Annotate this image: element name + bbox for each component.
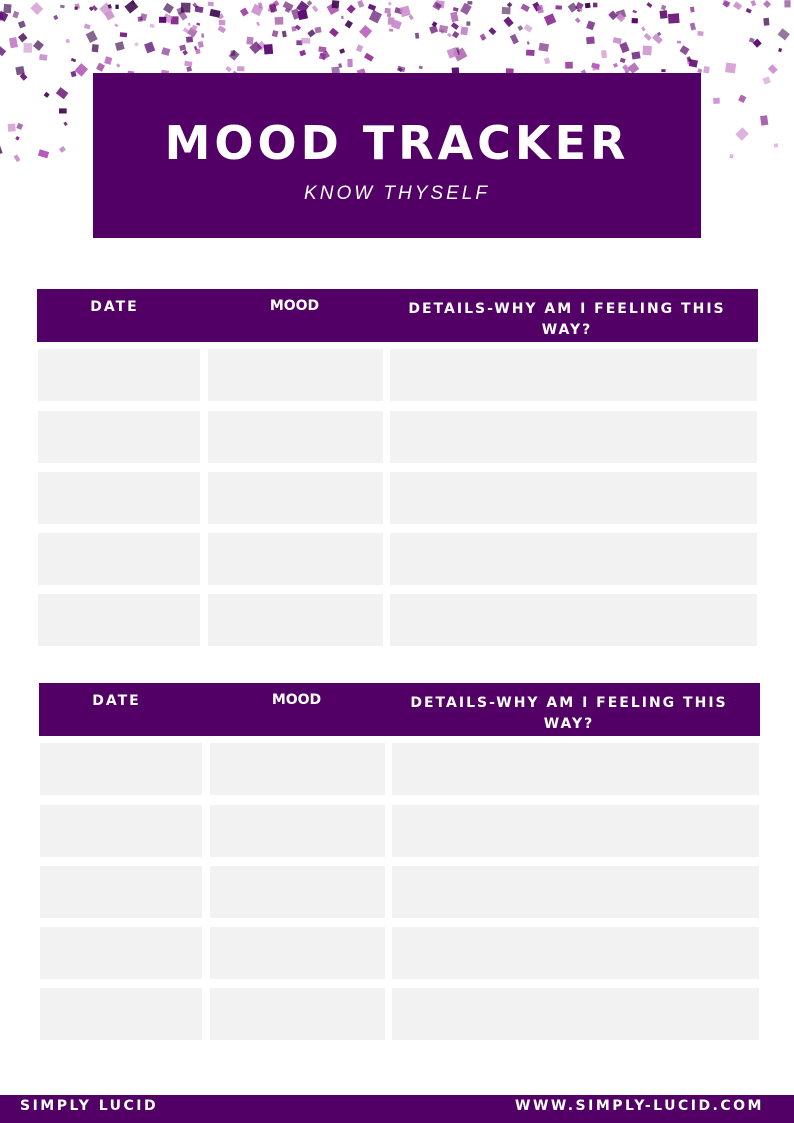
date-cell[interactable] (38, 533, 200, 585)
date-cell[interactable] (40, 988, 202, 1040)
column-header-mood: MOOD (271, 692, 322, 708)
mood-cell[interactable] (210, 743, 385, 795)
details-cell[interactable] (390, 349, 757, 401)
date-cell[interactable] (38, 411, 200, 463)
details-cell[interactable] (390, 472, 757, 524)
details-cell[interactable] (390, 594, 757, 646)
table-header (37, 289, 758, 342)
table-header (39, 683, 760, 736)
details-cell[interactable] (390, 411, 757, 463)
details-cell[interactable] (392, 988, 759, 1040)
details-cell[interactable] (392, 743, 759, 795)
column-header-date: DATE (92, 693, 141, 709)
mood-cell[interactable] (208, 349, 383, 401)
date-cell[interactable] (40, 743, 202, 795)
details-cell[interactable] (392, 866, 759, 918)
page-subtitle: KNOW THYSELF (304, 183, 490, 204)
website-link[interactable]: WWW.SIMPLY-LUCID.COM (515, 1098, 764, 1114)
column-header-details: DETAILS-WHY AM I FEELING THIS WAY? (410, 695, 728, 732)
mood-table-1 (37, 289, 758, 649)
details-cell[interactable] (390, 533, 757, 585)
column-header-details: DETAILS-WHY AM I FEELING THIS WAY? (408, 301, 726, 338)
date-cell[interactable] (38, 349, 200, 401)
details-cell[interactable] (392, 927, 759, 979)
date-cell[interactable] (40, 866, 202, 918)
date-cell[interactable] (38, 594, 200, 646)
date-cell[interactable] (38, 472, 200, 524)
mood-cell[interactable] (210, 866, 385, 918)
brand-name: SIMPLY LUCID (20, 1098, 159, 1114)
mood-table-2 (39, 683, 760, 1043)
date-cell[interactable] (40, 805, 202, 857)
page-title: MOOD TRACKER (164, 116, 630, 170)
column-header-date: DATE (90, 299, 139, 315)
mood-cell[interactable] (210, 805, 385, 857)
mood-cell[interactable] (208, 411, 383, 463)
mood-cell[interactable] (210, 927, 385, 979)
footer-bar (0, 1095, 794, 1123)
mood-cell[interactable] (208, 594, 383, 646)
date-cell[interactable] (40, 927, 202, 979)
title-banner (93, 73, 701, 238)
details-cell[interactable] (392, 805, 759, 857)
column-header-mood: MOOD (269, 298, 320, 314)
mood-cell[interactable] (208, 533, 383, 585)
mood-cell[interactable] (210, 988, 385, 1040)
mood-cell[interactable] (208, 472, 383, 524)
